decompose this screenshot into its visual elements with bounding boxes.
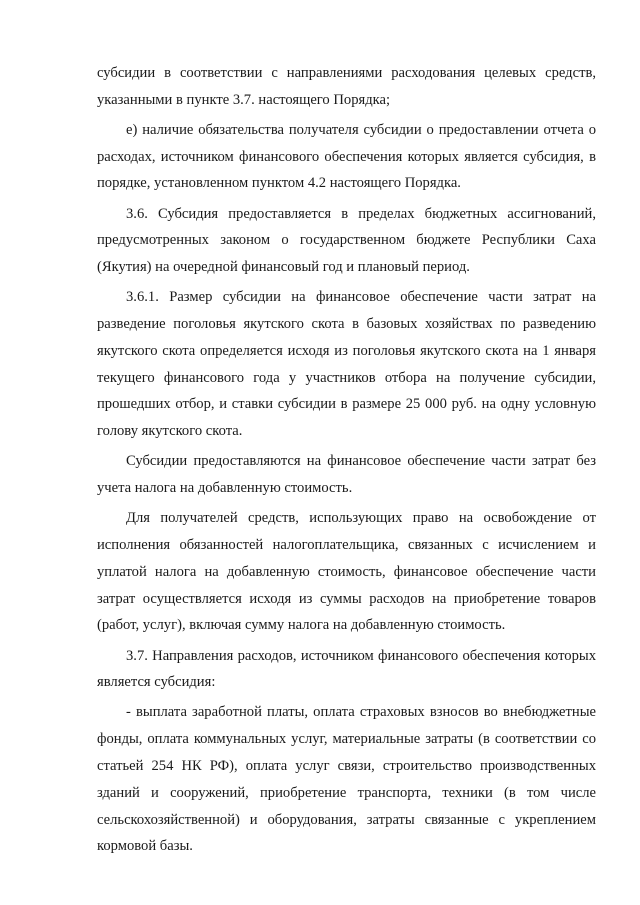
paragraph-vat-exempt-recipients: Для получателей средств, использующих право на освобождение от исполнения обязанностей налогоплательщика, связанных с исчислением и уплатой налога на добавленную стоимость, финансовое обеспечение части затрат осуществляется исходя из суммы расходов на приобретение товаров (работ, услуг), включая сумму налога на добавленную стоимость. [97, 510, 596, 634]
paragraph-subsidy-directions-continuation: субсидии в соответствии с направлениями расходования целевых средств, указанными в пункте 3.7. настоящего Порядка; [97, 65, 596, 108]
document-body [97, 60, 596, 863]
paragraph-3-7: 3.7. Направления расходов, источником финансового обеспечения которых является субсидия: [97, 647, 596, 691]
paragraph-vat-exclusion: Субсидии предоставляются на финансовое обеспечение части затрат без учета налога на добавленную стоимость. [97, 453, 596, 497]
paragraph-3-6-1: 3.6.1. Размер субсидии на финансовое обеспечение части затрат на разведение поголовья якутского скота в базовых хозяйствах по разведению якутского скота определяется исходя из поголовья якутского скота на 1 января текущего финансового года у участников отбора на получение субсидии, прошедших отбор, и ставки субсидии в размере 25 000 руб. на одну условную голову якутского скота. [97, 289, 596, 440]
paragraph-item-e-report-obligation: е) наличие обязательства получателя субсидии о предоставлении отчета о расходах, источником финансового обеспечения которых является субсидия, в порядке, установленном пунктом 4.2 настоящего Порядка. [97, 121, 596, 192]
paragraph-3-6: 3.6. Субсидия предоставляется в пределах бюджетных ассигнований, предусмотренных законом о государственном бюджете Республики Саха (Якутия) на очередной финансовый год и плановый период. [97, 205, 596, 276]
paragraph-expense-list: - выплата заработной платы, оплата страховых взносов во внебюджетные фонды, оплата коммунальных услуг, материальные затраты (в соответствии со статьей 254 НК РФ), оплата услуг связи, строительство производственных зданий и сооружений, приобретение транспорта, техники (в том числе сельскохозяйственной) и оборудования, затраты связанные с укреплением кормовой базы. [97, 704, 596, 855]
